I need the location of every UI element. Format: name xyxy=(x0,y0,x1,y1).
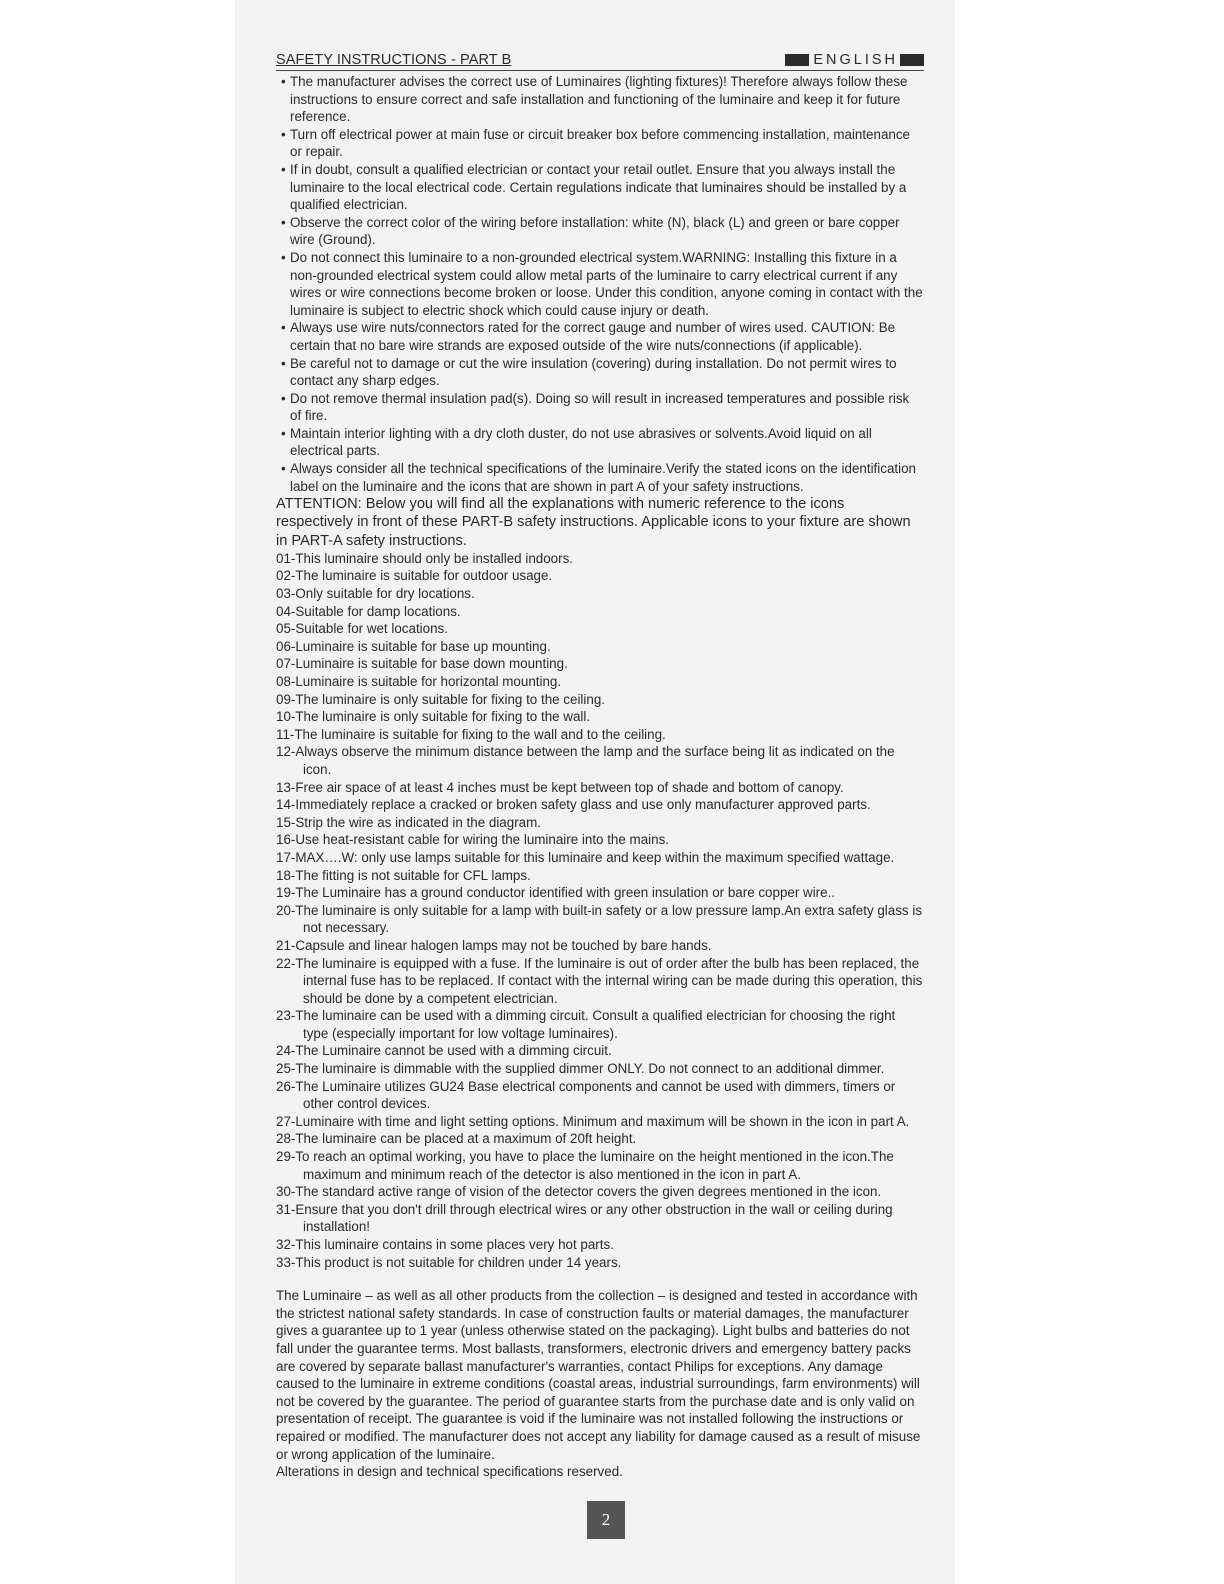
item-text: The Luminaire utilizes GU24 Base electrical components and cannot be used with dimmers, timers or other control devices. xyxy=(295,1078,896,1112)
item-number: 07- xyxy=(276,656,296,672)
item-text: The luminaire is dimmable with the supplied dimmer ONLY. Do not connect to an additional dimmer. xyxy=(295,1061,885,1077)
list-item xyxy=(276,603,924,621)
list-item xyxy=(276,1130,924,1148)
item-text: Strip the wire as indicated in the diagram. xyxy=(295,814,541,830)
list-item xyxy=(276,779,924,797)
language-bar-right xyxy=(900,54,924,66)
item-number: 17- xyxy=(276,849,296,865)
item-text: This product is not suitable for children under 14 years. xyxy=(295,1254,622,1270)
item-number: 31- xyxy=(276,1201,296,1217)
list-item xyxy=(276,867,924,885)
list-item xyxy=(276,831,924,849)
item-text: Use heat-resistant cable for wiring the luminaire into the mains. xyxy=(295,832,669,848)
item-text: Luminaire with time and light setting options. Minimum and maximum will be shown in the icon in part A. xyxy=(295,1113,910,1129)
item-number: 23- xyxy=(276,1008,296,1024)
list-item xyxy=(276,955,924,1008)
item-number: 14- xyxy=(276,797,296,813)
bullet-item: • Always consider all the technical specifications of the luminaire.Verify the stated icons on the identification label on the luminaire and the icons that are shown in part A of your safety instructions. xyxy=(276,460,924,495)
item-text: Immediately replace a cracked or broken safety glass and use only manufacturer approved parts. xyxy=(295,797,871,813)
list-item xyxy=(276,1042,924,1060)
list-item xyxy=(276,567,924,585)
item-number: 05- xyxy=(276,621,296,637)
list-item xyxy=(276,1148,924,1183)
item-number: 04- xyxy=(276,603,296,619)
item-number: 24- xyxy=(276,1043,296,1059)
list-item xyxy=(276,849,924,867)
item-text: To reach an optimal working, you have to place the luminaire on the height mentioned in the icon.The maximum and minimum reach of the detector is also mentioned in the icon in part A. xyxy=(295,1149,894,1182)
item-number: 09- xyxy=(276,691,296,707)
item-number: 12- xyxy=(276,744,296,760)
item-text: The luminaire is only suitable for a lamp with built-in safety or a low pressure lamp.An extra safety glass is not necessary. xyxy=(295,902,923,936)
item-number: 02- xyxy=(276,568,296,584)
list-item xyxy=(276,1007,924,1042)
list-item xyxy=(276,585,924,603)
bullet-item: • Turn off electrical power at main fuse or circuit breaker box before commencing installation, maintenance or repair. xyxy=(276,126,924,161)
guarantee-paragraph: The Luminaire – as well as all other products from the collection – is designed and tested in accordance with the strictest national safety standards. In case of construction faults or material damages, the manufacturer gives a guarantee up to 1 year (unless otherwise stated on the packaging). Light bulbs and batteries do not fall under the guarantee terms. Most ballasts, transformers, electronic drivers and emergency battery packs are covered by separate ballast manufacturer's warranties, contact Philips for exceptions. Any damage caused to the luminaire in extreme conditions (coastal areas, industrial surroundings, farm environments) will not be covered by the guarantee. The period of guarantee starts from the purchase date and is only valid on presentation of receipt. The guarantee is void if the luminaire was not installed following the instructions or repaired or modified. The manufacturer does not accept any liability for damage caused as a result of misuse or wrong application of the luminaire. xyxy=(276,1288,921,1462)
item-number: 25- xyxy=(276,1061,296,1077)
item-number: 01- xyxy=(276,550,296,566)
item-number: 03- xyxy=(276,586,296,602)
item-text: The luminaire can be used with a dimming circuit. Consult a qualified electrician for choosing the right type (especially important for low voltage luminaires). xyxy=(295,1008,896,1041)
list-item xyxy=(276,691,924,709)
section-title: SAFETY INSTRUCTIONS - PART B xyxy=(276,52,512,68)
list-item xyxy=(276,550,924,568)
list-item xyxy=(276,1201,924,1236)
bullet-item: • Do not connect this luminaire to a non-grounded electrical system.WARNING: Installing this fixture in a non-grounded electrical system could allow metal parts of the luminaire to carry electrical current if any wires or wire connections become broken or loose. Under this condition, anyone coming in contact with the luminaire is subject to electric shock which could cause injury or death. xyxy=(276,249,924,319)
item-text: MAX….W: only use lamps suitable for this luminaire and keep within the maximum specified wattage. xyxy=(295,849,895,865)
attention-note: ATTENTION: Below you will find all the explanations with numeric reference to the icons respectively in front of these PART-B safety instructions. Applicable icons to your fixture are shown in PART-A safety instructions. xyxy=(276,496,911,549)
item-number: 18- xyxy=(276,867,296,883)
item-text: This luminaire contains in some places very hot parts. xyxy=(295,1237,614,1253)
item-text: The luminaire is suitable for fixing to the wall and to the ceiling. xyxy=(294,726,666,742)
item-text: Always observe the minimum distance between the lamp and the surface being lit as indicated on the icon. xyxy=(295,744,895,777)
item-text: This luminaire should only be installed indoors. xyxy=(295,550,573,566)
list-item xyxy=(276,884,924,902)
list-item xyxy=(276,1236,924,1254)
bullet-item: • If in doubt, consult a qualified electrician or contact your retail outlet. Ensure that you always install the luminaire to the local electrical code. Certain regulations indicate that luminaires should be installed by a qualified electrician. xyxy=(276,161,924,214)
list-item xyxy=(276,726,924,744)
item-number: 16- xyxy=(276,832,296,848)
item-number: 30- xyxy=(276,1184,296,1200)
item-text: The luminaire is only suitable for fixing to the ceiling. xyxy=(295,691,605,707)
bullet-item: • Observe the correct color of the wiring before installation: white (N), black (L) and green or bare copper wire (Ground). xyxy=(276,214,924,249)
item-number: 15- xyxy=(276,814,296,830)
icon-explanation-list xyxy=(276,550,924,1271)
safety-bullet-list xyxy=(276,73,924,495)
alterations-note: Alterations in design and technical specifications reserved. xyxy=(276,1464,623,1480)
list-item xyxy=(276,620,924,638)
list-item xyxy=(276,708,924,726)
bullet-item: • Maintain interior lighting with a dry cloth duster, do not use abrasives or solvents.Avoid liquid on all electrical parts. xyxy=(276,425,924,460)
item-number: 28- xyxy=(276,1131,296,1147)
list-item xyxy=(276,638,924,656)
item-text: Luminaire is suitable for horizontal mounting. xyxy=(295,674,562,690)
language-label xyxy=(785,52,924,68)
list-item xyxy=(276,655,924,673)
item-number: 27- xyxy=(276,1113,296,1129)
list-item xyxy=(276,1060,924,1078)
item-number: 19- xyxy=(276,885,296,901)
list-item xyxy=(276,902,924,937)
item-text: Free air space of at least 4 inches must be kept between top of shade and bottom of canopy. xyxy=(295,779,844,795)
item-text: The standard active range of vision of the detector covers the given degrees mentioned in the icon. xyxy=(295,1184,882,1200)
item-number: 22- xyxy=(276,955,296,971)
page-number: 2 xyxy=(587,1501,625,1539)
list-item xyxy=(276,796,924,814)
item-text: The luminaire is equipped with a fuse. If the luminaire is out of order after the bulb has been replaced, the internal fuse has to be replaced. If contact with the internal wiring can be made during this operation, this should be done by a competent electrician. xyxy=(295,955,923,1006)
item-text: Suitable for damp locations. xyxy=(295,603,461,619)
language-text: ENGLISH xyxy=(813,52,898,68)
item-number: 32- xyxy=(276,1237,296,1253)
language-bar-left xyxy=(785,54,809,66)
section-header xyxy=(276,52,924,71)
item-number: 11- xyxy=(276,726,295,742)
item-text: Luminaire is suitable for base down mounting. xyxy=(295,656,568,672)
list-item xyxy=(276,937,924,955)
item-number: 21- xyxy=(276,937,296,953)
item-number: 33- xyxy=(276,1254,296,1270)
list-item xyxy=(276,1113,924,1131)
list-item xyxy=(276,673,924,691)
item-number: 06- xyxy=(276,638,296,654)
item-text: Ensure that you don't drill through electrical wires or any other obstruction in the wall or ceiling during installation! xyxy=(295,1201,893,1235)
bullet-item: • Always use wire nuts/connectors rated for the correct gauge and number of wires used. CAUTION: Be certain that no bare wire strands are exposed outside of the wire nuts/connections (if applicable). xyxy=(276,319,924,354)
item-text: Capsule and linear halogen lamps may not be touched by bare hands. xyxy=(295,937,712,953)
bullet-item: • Do not remove thermal insulation pad(s). Doing so will result in increased temperatures and possible risk of fire. xyxy=(276,390,924,425)
item-number: 13- xyxy=(276,779,296,795)
item-number: 20- xyxy=(276,902,296,918)
item-number: 08- xyxy=(276,674,296,690)
item-text: Luminaire is suitable for base up mounting. xyxy=(295,638,551,654)
list-item xyxy=(276,1183,924,1201)
list-item xyxy=(276,743,924,778)
item-text: Suitable for wet locations. xyxy=(295,621,448,637)
item-text: The Luminaire has a ground conductor identified with green insulation or bare copper wire.. xyxy=(295,885,836,901)
list-item xyxy=(276,1078,924,1113)
page-content xyxy=(276,52,924,1481)
item-text: The luminaire can be placed at a maximum of 20ft height. xyxy=(295,1131,637,1147)
list-item xyxy=(276,1254,924,1272)
item-text: The fitting is not suitable for CFL lamps. xyxy=(295,867,531,883)
item-text: The luminaire is only suitable for fixing to the wall. xyxy=(295,709,591,725)
bullet-item: • The manufacturer advises the correct use of Luminaires (lighting fixtures)! Therefore always follow these instructions to ensure correct and safe installation and functioning of the luminaire and keep it for future reference. xyxy=(276,73,924,126)
item-text: Only suitable for dry locations. xyxy=(295,586,475,602)
item-number: 10- xyxy=(276,709,296,725)
bullet-item: • Be careful not to damage or cut the wire insulation (covering) during installation. Do not permit wires to contact any sharp edges. xyxy=(276,355,924,390)
list-item xyxy=(276,814,924,832)
item-text: The luminaire is suitable for outdoor usage. xyxy=(295,568,553,584)
item-text: The Luminaire cannot be used with a dimming circuit. xyxy=(295,1043,612,1059)
item-number: 29- xyxy=(276,1149,296,1165)
item-number: 26- xyxy=(276,1078,296,1094)
